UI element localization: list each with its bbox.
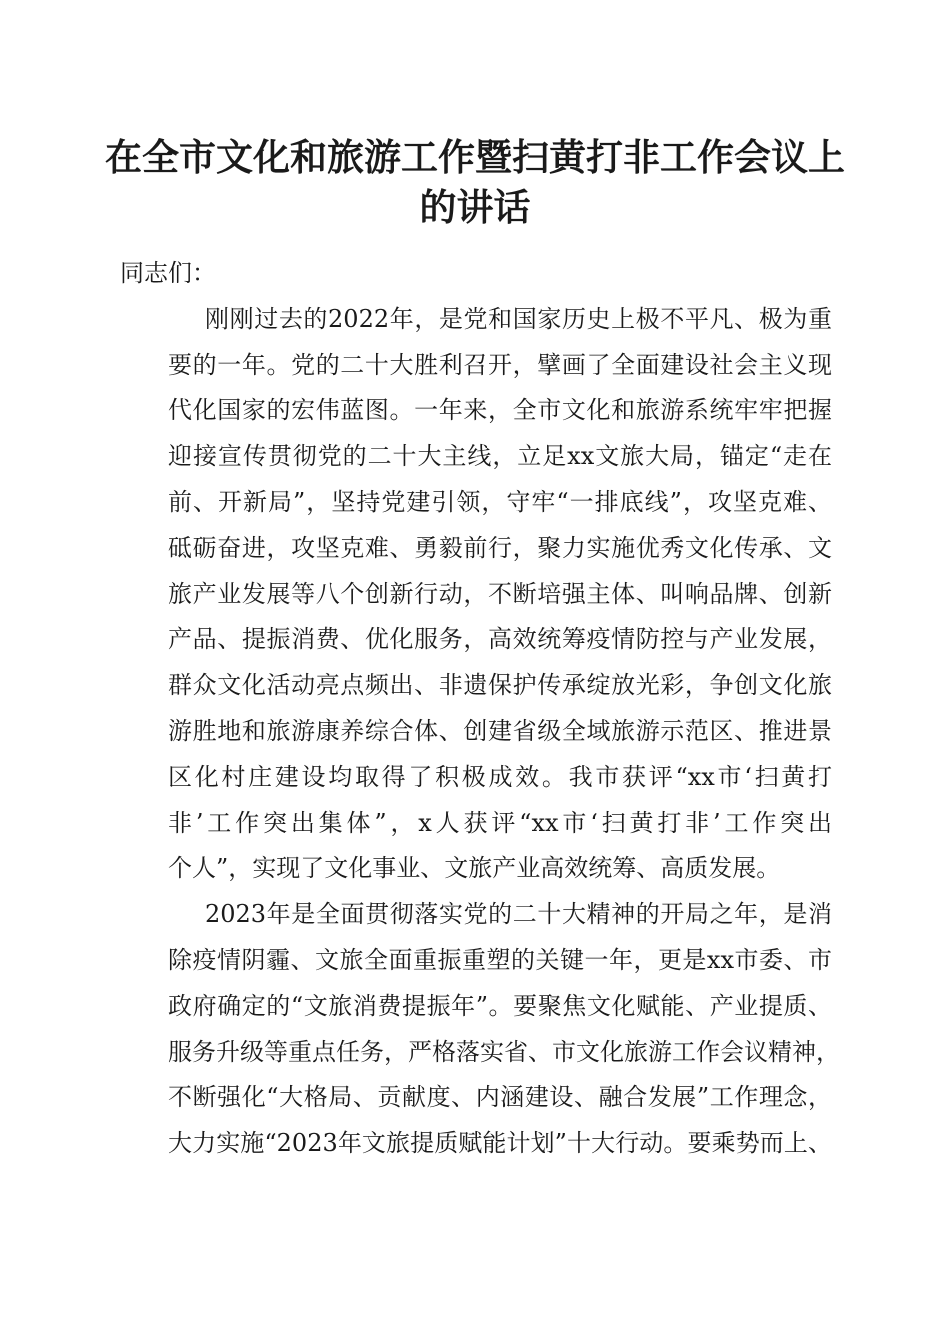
paragraph-line: 迎接宣传贯彻党的二十大主线，立足xx文旅大局，锚定“走在 (168, 442, 832, 471)
paragraph-line: 除疫情阴霾、文旅全面重振重塑的关键一年，更是xx市委、市 (168, 945, 832, 974)
paragraph-line: 政府确定的“文旅消费提振年”。要聚焦文化赋能、产业提质、 (168, 991, 832, 1020)
paragraph-line: 大力实施“2023年文旅提质赋能计划”十大行动。要乘势而上、 (168, 1129, 832, 1158)
paragraph-line: 游胜地和旅游康养综合体、创建省级全域旅游示范区、推进景 (168, 716, 832, 745)
paragraph-line: 刚刚过去的2022年，是党和国家历史上极不平凡、极为重 (205, 304, 832, 333)
title-line-2: 的讲话 (419, 185, 531, 229)
paragraph-line: 不断强化“大格局、贡献度、内涵建设、融合发展”工作理念， (168, 1083, 832, 1112)
paragraph-line: 个人”，实现了文化事业、文旅产业高效统筹、高质发展。 (168, 854, 781, 883)
paragraph-line: 2023年是全面贯彻落实党的二十大精神的开局之年，是消 (205, 900, 832, 929)
salutation: 同志们： (120, 259, 216, 287)
paragraph-line: 代化国家的宏伟蓝图。一年来，全市文化和旅游系统牢牢把握 (168, 396, 832, 425)
paragraph-line: 砥砺奋进，攻坚克难、勇毅前行，聚力实施优秀文化传承、文 (168, 533, 832, 562)
paragraph-line: 区化村庄建设均取得了积极成效。我市获评“xx市‘扫黄打 (168, 762, 832, 791)
document-body (120, 251, 840, 1167)
paragraph-line: 要的一年。党的二十大胜利召开，擘画了全面建设社会主义现 (168, 350, 832, 379)
paragraph-line: 群众文化活动亮点频出、非遗保护传承绽放光彩，争创文化旅 (168, 671, 832, 700)
paragraph-line: 非’工作突出集体”，x人获评“xx市‘扫黄打非’工作突出 (168, 808, 832, 837)
paragraph-line: 旅产业发展等八个创新行动，不断培强主体、叫响品牌、创新 (168, 579, 832, 608)
paragraph-line: 服务升级等重点任务，严格落实省、市文化旅游工作会议精神， (168, 1037, 840, 1066)
document-title (100, 132, 850, 232)
paragraph-line: 前、开新局”，坚持党建引领，守牢“一排底线”，攻坚克难、 (168, 487, 832, 516)
title-line-1: 在全市文化和旅游工作暨扫黄打非工作会议上 (105, 135, 845, 179)
paragraph-line: 产品、提振消费、优化服务，高效统筹疫情防控与产业发展， (168, 625, 832, 654)
paragraph-1 (120, 297, 832, 892)
paragraph-2 (120, 892, 840, 1167)
